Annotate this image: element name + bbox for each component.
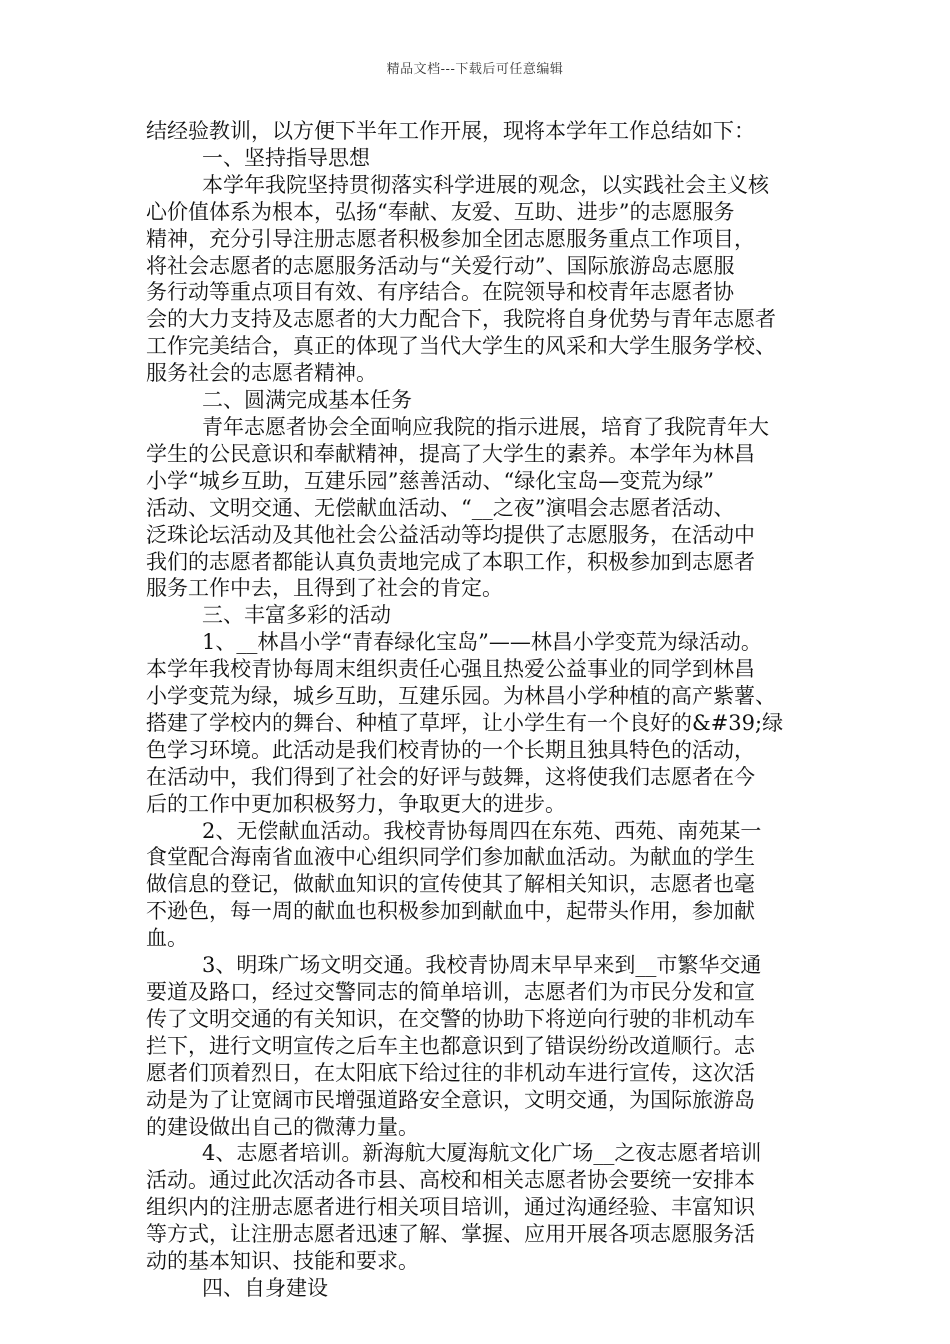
text-line: 小学“城乡互助，互建乐园”慈善活动、“绿化宝岛—变荒为绿”: [146, 468, 714, 493]
text-line: 我们的志愿者都能认真负责地完成了本职工作，积极参加到志愿者: [146, 549, 755, 574]
text-line: 在活动中，我们得到了社会的好评与鼓舞，这将使我们志愿者在今: [146, 764, 755, 789]
text-line: 活动、文明交通、无偿献血活动、“__之夜”演唱会志愿者活动、: [146, 495, 735, 520]
text-line: 4、志愿者培训。新海航大厦海航文化广场__之夜志愿者培训: [202, 1141, 762, 1166]
text-line: 服务社会的志愿者精神。: [146, 361, 377, 386]
text-line: 工作完美结合，真正的体现了当代大学生的风采和大学生服务学校、: [146, 334, 776, 359]
page-header: 精品文档---下载后可任意编辑: [386, 62, 564, 77]
text-line: 务行动等重点项目有效、有序结合。在院领导和校青年志愿者协: [146, 280, 734, 305]
text-line: 组织内的注册志愿者进行相关项目培训，通过沟通经验、丰富知识: [146, 1195, 755, 1220]
text-line: 做信息的登记，做献血知识的宣传使其了解相关知识，志愿者也毫: [146, 872, 755, 897]
text-line: 精神，充分引导注册志愿者积极参加全团志愿服务重点工作项目，: [146, 226, 755, 251]
text-line: 后的工作中更加积极努力，争取更大的进步。: [146, 791, 566, 816]
text-line: 搭建了学校内的舞台、种植了草坪，让小学生有一个良好的&#39;绿: [146, 710, 784, 735]
text-line: 三、丰富多彩的活动: [202, 603, 391, 628]
text-line: 不逊色，每一周的献血也积极参加到献血中，起带头作用，参加献: [146, 899, 755, 924]
text-line: 色学习环境。此活动是我们校青协的一个长期且独具特色的活动，: [146, 737, 755, 762]
text-line: 3、明珠广场文明交通。我校青协周末早早来到__市繁华交通: [202, 953, 762, 978]
text-line: 四、自身建设: [202, 1275, 328, 1300]
text-line: 动的基本知识、技能和要求。: [146, 1249, 419, 1274]
text-line: 拦下，进行文明宣传之后车主也都意识到了错误纷纷改道顺行。志: [146, 1033, 755, 1058]
text-line: 2、无偿献血活动。我校青协每周四在东苑、西苑、南苑某一: [202, 818, 762, 843]
text-line: 血。: [146, 926, 188, 951]
text-line: 1、__林昌小学“青春绿化宝岛”——林昌小学变荒为绿活动。: [202, 630, 762, 655]
text-line: 学生的公民意识和奉献精神，提高了大学生的素养。本学年为林昌: [146, 441, 755, 466]
text-line: 服务工作中去，且得到了社会的肯定。: [146, 576, 503, 601]
text-line: 的建设做出自己的微薄力量。: [146, 1114, 419, 1139]
text-line: 动是为了让宽阔市民增强道路安全意识，文明交通，为国际旅游岛: [146, 1087, 755, 1112]
text-line: 愿者们顶着烈日，在太阳底下给过往的非机动车进行宣传，这次活: [146, 1060, 755, 1085]
text-line: 食堂配合海南省血液中心组织同学们参加献血活动。为献血的学生: [146, 845, 755, 870]
text-line: 青年志愿者协会全面响应我院的指示进展，培育了我院青年大: [202, 414, 769, 439]
text-line: 等方式，让注册志愿者迅速了解、掌握、应用开展各项志愿服务活: [146, 1222, 755, 1247]
text-line: 将社会志愿者的志愿服务活动与“关爱行动”、国际旅游岛志愿服: [146, 253, 735, 278]
text-line: 活动。通过此次活动各市县、高校和相关志愿者协会要统一安排本: [146, 1168, 755, 1193]
text-line: 传了文明交通的有关知识，在交警的协助下将逆向行驶的非机动车: [146, 1006, 755, 1031]
text-line: 二、圆满完成基本任务: [202, 388, 412, 413]
text-line: 结经验教训，以方便下半年工作开展，现将本学年工作总结如下：: [146, 119, 755, 143]
text-line: 本学年我校青协每周末组织责任心强且热爱公益事业的同学到林昌: [146, 657, 755, 682]
text-line: 心价值体系为根本，弘扬“奉献、友爱、互助、进步”的志愿服务: [146, 199, 735, 224]
text-line: 小学变荒为绿，城乡互助，互建乐园。为林昌小学种植的高产紫薯、: [146, 684, 776, 709]
text-line: 本学年我院坚持贯彻落实科学进展的观念，以实践社会主义核: [202, 172, 769, 197]
text-line: 要道及路口，经过交警同志的简单培训，志愿者们为市民分发和宣: [146, 980, 755, 1004]
text-line: 会的大力支持及志愿者的大力配合下，我院将自身优势与青年志愿者: [146, 307, 776, 332]
text-line: 泛珠论坛活动及其他社会公益活动等均提供了志愿服务，在活动中: [146, 522, 755, 547]
text-line: 一、坚持指导思想: [202, 145, 370, 170]
document-body: [146, 118, 826, 1302]
